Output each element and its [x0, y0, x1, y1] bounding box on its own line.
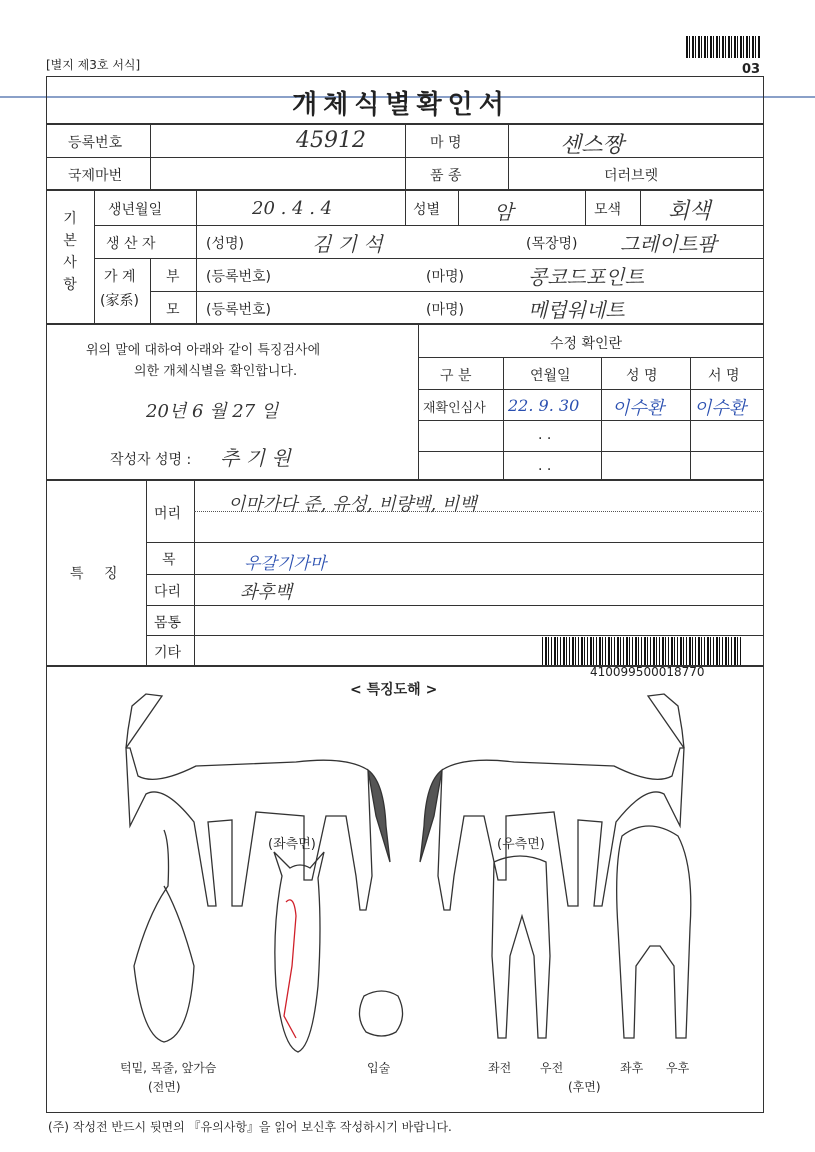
horse-name-label: 마 명: [430, 135, 462, 151]
intl-no-label: 국제마번: [68, 168, 123, 184]
basic-section-label: 기본사항: [63, 211, 77, 293]
right-side-horse: [420, 694, 684, 910]
body-label: 몸통: [154, 615, 182, 631]
right-side-caption: (우측면): [497, 837, 545, 852]
dam-label: 모: [166, 302, 180, 318]
birth-value: 20 . 4 . 4: [252, 198, 333, 219]
breeder-name-label: (성명): [206, 236, 244, 252]
barcode-number: 410099500018770: [590, 665, 705, 679]
neck-value: 우갈기가마: [244, 554, 327, 574]
footer-note: (주) 작성전 반드시 뒷면의 『유의사항』을 읽어 보신후 작성하시기 바랍니다.: [48, 1120, 452, 1134]
dam-name-label: (마명): [426, 302, 464, 318]
page-code: 03: [742, 62, 761, 77]
rear-view-caption: (후면): [568, 1080, 601, 1094]
left-side-caption: (좌측면): [268, 837, 316, 852]
lips-caption: 입술: [367, 1061, 391, 1075]
left-side-horse: [126, 694, 390, 910]
confirm-statement-1: 위의 말에 대하여 아래와 같이 특징검사에: [86, 343, 321, 358]
dam-name-value: 메럽워네트: [528, 298, 625, 322]
sire-label: 부: [166, 269, 180, 285]
row2-date-mark: . .: [538, 427, 552, 443]
pedigree-label: 가 계: [104, 269, 136, 285]
dam-reg-label: (등록번호): [206, 302, 272, 318]
features-section-label: 특 징: [70, 566, 126, 582]
legs-label: 다리: [154, 584, 182, 600]
col-date: 연월일: [530, 368, 571, 384]
farm-label: (목장명): [526, 236, 578, 252]
reg-no-value: 45912: [296, 128, 366, 153]
horse-name-value: 센스짱: [560, 133, 624, 158]
left-front-caption: 좌전: [488, 1061, 512, 1075]
page-title: 개체식별확인서: [292, 90, 510, 120]
amend-title: 수정 확인란: [550, 336, 623, 352]
confirm-date: 20년 6 월 27 일: [146, 401, 279, 422]
col-sign: 서 명: [708, 368, 740, 384]
farm-value: 그레이트팜: [620, 232, 717, 256]
horse-diagrams: [46, 666, 764, 1113]
legs-value: 좌후백: [240, 582, 293, 603]
diagram-title: < 특징도해 >: [350, 682, 438, 698]
front-throat-view: [134, 830, 194, 1042]
breed-label: 품 종: [430, 168, 462, 184]
neck-label: 목: [162, 552, 176, 568]
rear-view: [617, 826, 691, 1038]
row3-date-mark: . .: [538, 458, 552, 474]
col-type: 구 분: [440, 368, 472, 384]
left-hind-caption: 좌후: [620, 1061, 644, 1075]
author-label: 작성자 성명 :: [110, 452, 192, 468]
features-barcode: [542, 637, 742, 665]
breeder-label: 생 산 자: [106, 236, 156, 252]
col-name: 성 명: [626, 368, 658, 384]
lips-view: [359, 991, 402, 1036]
sire-name-value: 콩코드포인트: [528, 265, 644, 289]
breeder-name-value: 김 기 석: [312, 232, 383, 256]
front-view-caption: (전면): [148, 1080, 181, 1094]
right-front-caption: 우전: [540, 1061, 564, 1075]
right-hind-caption: 우후: [666, 1061, 690, 1075]
author-value: 추 기 원: [220, 446, 291, 470]
birth-label: 생년월일: [108, 202, 163, 218]
head-front-view: [274, 852, 324, 1052]
coat-value: 회색: [668, 199, 711, 224]
form-number: [별지 제3호 서식]: [46, 58, 141, 72]
top-barcode: [686, 36, 760, 58]
row1-sign: 이수환: [694, 398, 747, 419]
coat-label: 모색: [594, 202, 622, 218]
head-label: 머리: [154, 506, 182, 522]
confirm-statement-2: 의한 개체식별을 확인합니다.: [134, 364, 298, 379]
sex-value: 암: [494, 200, 514, 224]
row1-name: 이수환: [612, 398, 665, 419]
sire-name-label: (마명): [426, 269, 464, 285]
reg-no-label: 등록번호: [68, 135, 123, 151]
head-value: 이마가다 준, 유성, 비량백, 비백: [228, 494, 477, 515]
breed-value: 더러브렛: [604, 168, 659, 184]
other-label: 기타: [154, 645, 182, 661]
front-legs-view: [492, 856, 550, 1038]
row1-date: 22. 9. 30: [508, 396, 580, 415]
front-caption: 턱밑, 목줄, 앞가슴: [120, 1061, 217, 1075]
sex-label: 성별: [413, 202, 441, 218]
row1-type: 재확인심사: [423, 401, 486, 416]
pedigree-hanja: (家系): [100, 293, 139, 309]
sire-reg-label: (등록번호): [206, 269, 272, 285]
